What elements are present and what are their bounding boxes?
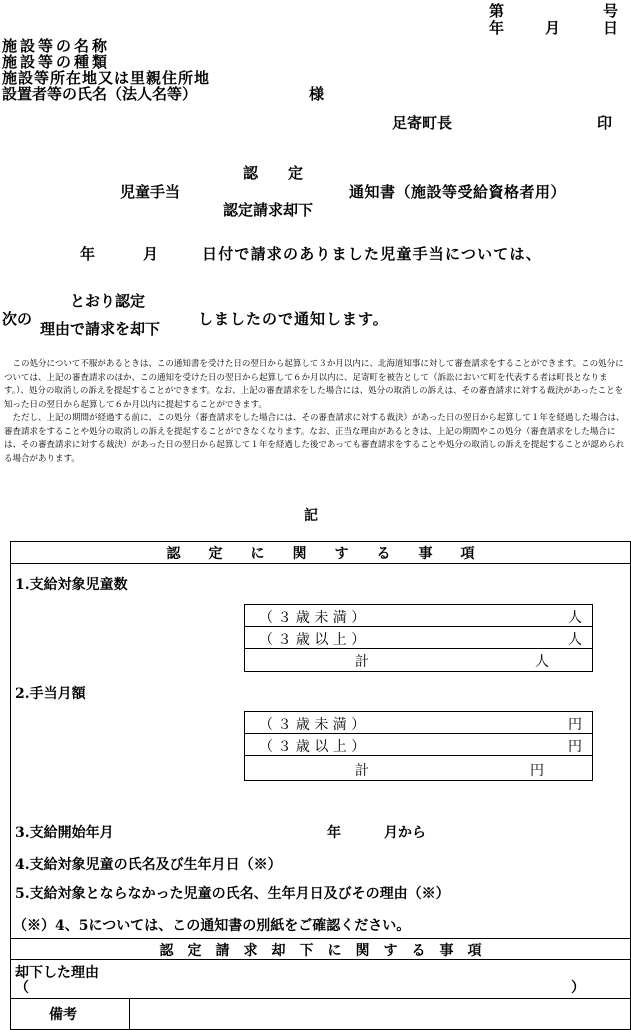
biko-label: 備考 — [49, 1007, 77, 1023]
amount-table — [244, 711, 593, 781]
note-label: （※）4、5については、この通知書の別紙をご確認ください。 — [13, 918, 411, 934]
title-nintei-seikyu-kyakka: 認定請求却下 — [223, 201, 314, 219]
children-over3-label: （ ３ 歳 以 上 ） — [259, 632, 366, 648]
item5-label: 5.支給対象とならなかった児童の氏名、生年月日及びその理由（※） — [15, 886, 450, 902]
facility-location-label: 施設等所在地又は里親住所地 — [2, 69, 211, 87]
nintei-section — [10, 541, 631, 939]
sama-label: 様 — [309, 85, 325, 103]
body-text2: しましたので通知します。 — [198, 310, 389, 328]
issuer-mayor: 足寄町長 — [392, 114, 453, 132]
item4-label: 4.支給対象児童の氏名及び生年月日（※） — [15, 857, 282, 873]
item3-year: 年 — [327, 825, 341, 841]
number-suffix: 号 — [603, 2, 619, 20]
kyakka-section — [10, 938, 631, 1030]
item3-month: 月から — [384, 825, 426, 841]
date-year: 年 — [489, 19, 505, 37]
title-jidou-teate: 児童手当 — [120, 183, 181, 201]
amount-over3-unit: 円 — [568, 739, 582, 755]
kyakka-reason-label: 却下した理由 — [15, 965, 99, 981]
facility-name-label: 施設等の名称 — [2, 37, 111, 55]
appeal-notice — [4, 358, 627, 466]
children-under3-unit: 人 — [568, 610, 582, 626]
children-row-under3 — [245, 605, 592, 627]
kyakka-paren-open: （ — [15, 980, 29, 996]
amount-over3-label: （ ３ 歳 以 上 ） — [259, 739, 366, 755]
item3-label: 3.支給開始年月 — [15, 825, 114, 841]
amount-row-over3 — [245, 734, 592, 756]
title-tsuchisho: 通知書（施設等受給資格者用） — [349, 183, 567, 201]
body-riyu-kyakka: 理由で請求を却下 — [40, 320, 161, 338]
children-total-unit: 人 — [535, 654, 549, 670]
amount-row-total — [245, 756, 592, 781]
children-row-total — [245, 649, 592, 672]
nintei-section-header: 認 定 に 関 す る 事 項 — [166, 546, 475, 562]
issuer-seal: 印 — [597, 114, 613, 132]
item1-label: 1.支給対象児童数 — [15, 577, 128, 593]
ki-label: 記 — [304, 508, 318, 524]
children-count-table — [244, 604, 593, 672]
facility-type-label: 施設等の種類 — [2, 53, 111, 71]
kyakka-section-header: 認 定 請 求 却 下 に 関 す る 事 項 — [159, 943, 482, 959]
date-month: 月 — [545, 19, 561, 37]
children-over3-unit: 人 — [568, 632, 582, 648]
number-prefix: 第 — [489, 2, 505, 20]
amount-row-under3 — [245, 712, 592, 734]
children-under3-label: （ ３ 歳 未 満 ） — [259, 610, 366, 626]
founder-name-label: 設置者等の氏名（法人名等） — [2, 85, 198, 103]
body-text1: 日付で請求のありました児童手当については、 — [202, 245, 542, 263]
children-total-label: 計 — [355, 654, 369, 670]
title-nintei: 認 定 — [243, 164, 304, 182]
appeal-notice-para1: この処分について不服があるときは、この通知書を受けた日の翌日から起算して３か月以内に、北海道知事に対して審査請求をすることができます。この処分については、上記の審査請求のほか、この通知を受けた日の翌日から起算して６か月以内に、足寄町を被告として（訴訟において町を代表する者は町長となります。）、処分の取消しの訴えを提起することができます。なお、上記の審査請求をした場合には、処分の取消しの訴えは、その審査請求に対する裁決があったことを知った日の翌日から起算して６か月以内に提起することができます。 — [4, 359, 624, 410]
appeal-notice-para2: ただし、上記の期間が経過する前に、この処分（審査請求をした場合には、その審査請求に対する裁決）があった日の翌日から起算して１年を経過した場合は、審査請求をすることや処分の取消しの訴えを提起することができなくなります。なお、正当な理由があるときは、上記の期間やこの処分（審査請求をした場合には、その審査請求に対する裁決）があった日の翌日から起算して１年を経過した後であっても審査請求をすることや処分の取消しの訴えを提起することが認められる場合があります。 — [4, 413, 625, 464]
body-year: 年 — [80, 245, 96, 263]
body-toori-nintei: とおり認定 — [70, 292, 146, 310]
item2-label: 2.手当月額 — [15, 686, 86, 702]
children-row-over3 — [245, 627, 592, 649]
body-month: 月 — [143, 245, 159, 263]
date-day: 日 — [603, 19, 619, 37]
kyakka-paren-close: ） — [571, 980, 585, 996]
amount-under3-unit: 円 — [568, 717, 582, 733]
body-tsugi-no: 次の — [2, 310, 33, 328]
amount-under3-label: （ ３ 歳 未 満 ） — [259, 717, 366, 733]
amount-total-label: 計 — [355, 763, 369, 779]
amount-total-unit: 円 — [530, 763, 544, 779]
